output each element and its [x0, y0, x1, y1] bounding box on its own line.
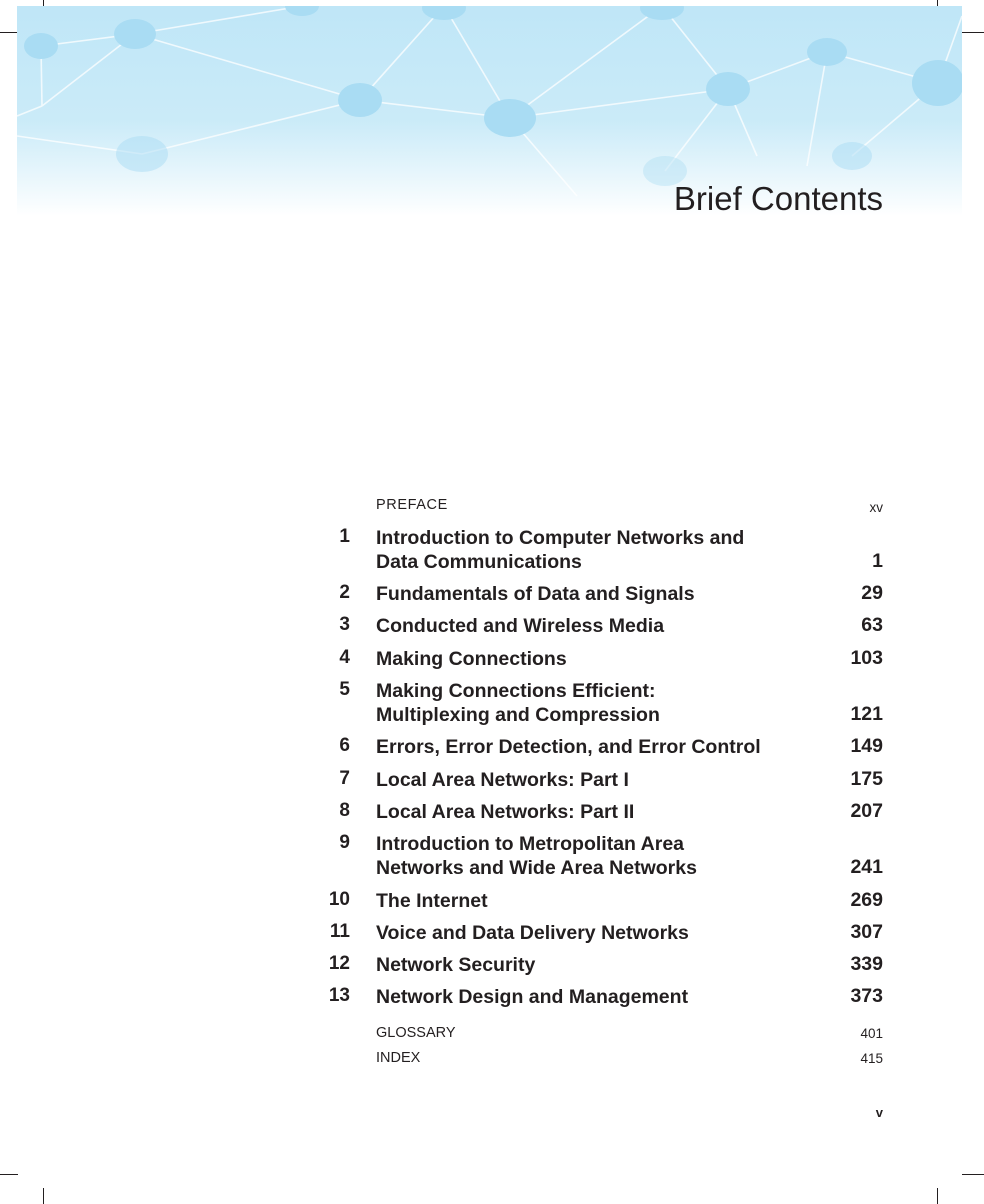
chapter-number: 6	[339, 735, 350, 756]
chapter-page: 207	[850, 800, 883, 822]
chapter-title-line: Data Communications	[376, 551, 582, 573]
chapter-number: 4	[339, 647, 350, 668]
front-matter-label: PREFACE	[376, 497, 448, 513]
chapter-title-line: Introduction to Metropolitan Area	[376, 833, 685, 855]
chapter-title-line: Local Area Networks: Part I	[376, 769, 629, 791]
chapter-page: 269	[850, 889, 883, 911]
page-title: Brief Contents	[673, 180, 883, 217]
crop-mark	[43, 1188, 44, 1204]
chapter-title-line: Fundamentals of Data and Signals	[376, 583, 695, 605]
back-matter-label: INDEX	[376, 1050, 421, 1066]
back-matter-page: 401	[860, 1026, 883, 1041]
chapter-number: 5	[339, 679, 350, 700]
chapter-title-line: Conducted and Wireless Media	[376, 615, 665, 637]
chapter-page: 1	[872, 550, 883, 572]
chapter-title-line: Making Connections	[376, 648, 567, 670]
chapter-page: 121	[850, 703, 883, 725]
chapter-page: 103	[850, 647, 883, 669]
chapter-number: 7	[339, 768, 350, 789]
crop-mark	[962, 32, 984, 33]
crop-mark	[0, 32, 18, 33]
chapter-number: 11	[329, 921, 350, 942]
chapter-title-line: Network Design and Management	[376, 986, 689, 1008]
crop-mark	[937, 1188, 938, 1204]
chapter-title-line: Multiplexing and Compression	[376, 704, 660, 726]
chapter-title-line: Voice and Data Delivery Networks	[376, 922, 689, 944]
chapter-title-line: Introduction to Computer Networks and	[376, 527, 745, 549]
chapter-number: 9	[339, 832, 350, 853]
chapter-title-line: Networks and Wide Area Networks	[376, 857, 697, 879]
crop-mark	[0, 1174, 18, 1175]
chapter-number: 2	[339, 582, 350, 603]
chapter-title-line: Network Security	[376, 954, 536, 976]
chapter-page: 63	[861, 614, 883, 636]
chapter-number: 13	[328, 985, 350, 1006]
chapter-page: 307	[850, 921, 883, 943]
chapter-title-line: The Internet	[376, 890, 488, 912]
chapter-page: 241	[850, 856, 883, 878]
chapter-page: 373	[850, 985, 883, 1007]
page-folio: v	[875, 1105, 883, 1120]
back-matter-page: 415	[860, 1051, 883, 1066]
chapter-title-line: Errors, Error Detection, and Error Control	[376, 736, 761, 758]
chapter-page: 175	[850, 768, 883, 790]
front-matter-page: xv	[869, 500, 883, 515]
chapter-title-line: Making Connections Efficient:	[376, 680, 656, 702]
chapter-title-line: Local Area Networks: Part II	[376, 801, 635, 823]
chapter-page: 339	[850, 953, 883, 975]
chapter-number: 10	[328, 889, 350, 910]
chapter-number: 12	[328, 953, 350, 974]
chapter-number: 8	[339, 800, 350, 821]
crop-mark	[962, 1174, 984, 1175]
chapter-number: 3	[339, 614, 350, 635]
chapter-page: 29	[861, 582, 883, 604]
chapter-number: 1	[339, 526, 350, 547]
back-matter-label: GLOSSARY	[376, 1025, 456, 1041]
chapter-page: 149	[850, 735, 883, 757]
